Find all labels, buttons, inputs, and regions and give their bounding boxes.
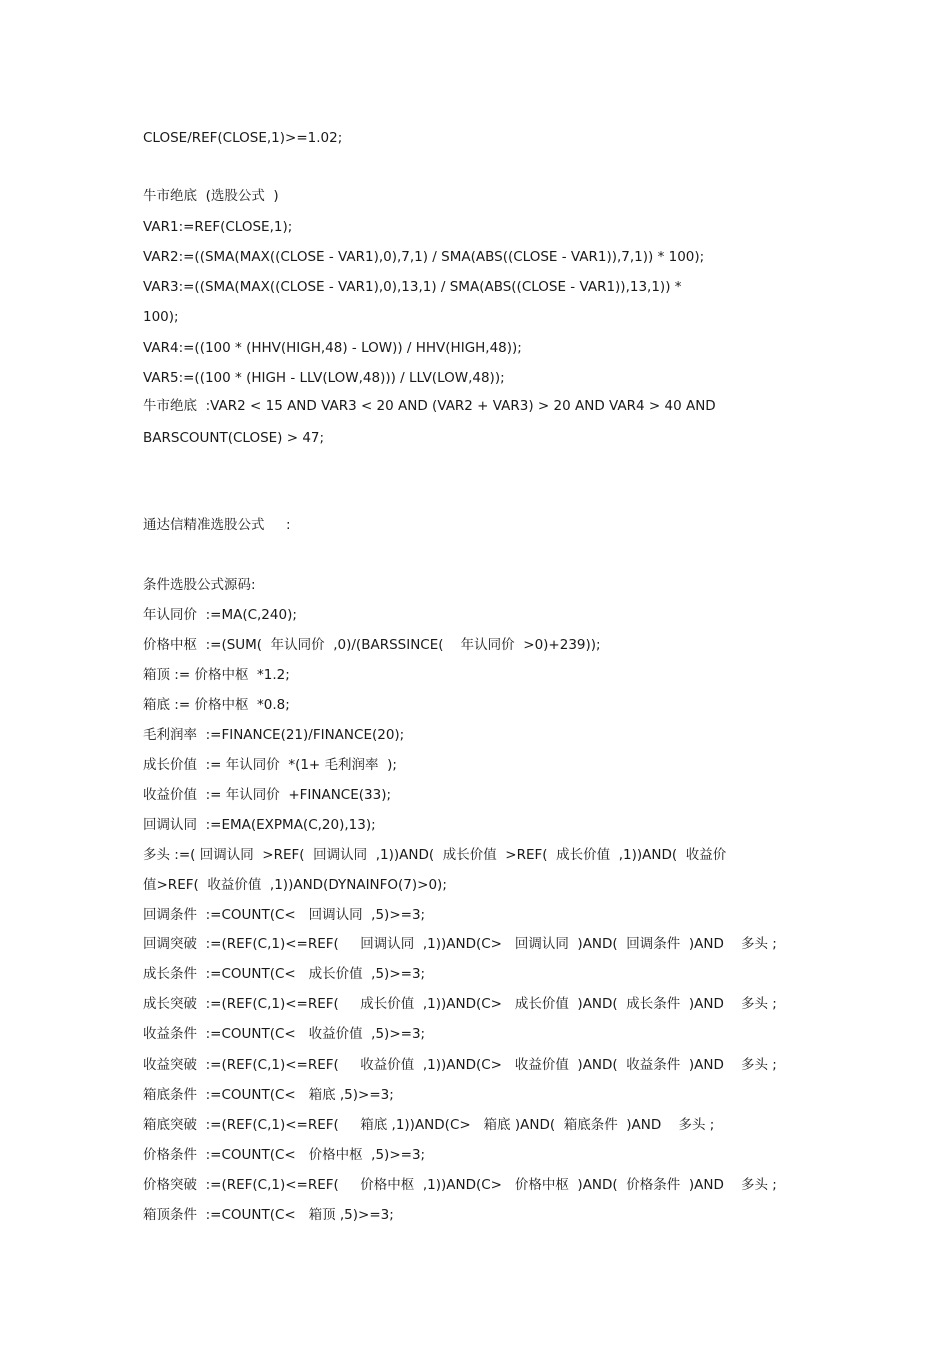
code-line: 回调条件 :=COUNT(C< 回调认同 ,5)>=3; — [143, 907, 426, 923]
code-line: 箱顶条件 :=COUNT(C< 箱顶 ,5)>=3; — [143, 1207, 394, 1223]
section-heading: 条件选股公式源码: — [143, 577, 256, 593]
code-line: 收益突破 :=(REF(C,1)<=REF( 收益价值 ,1))AND(C> 收益价值 )AND( 收益条件 )AND 多头 ; — [143, 1057, 777, 1073]
code-line: 成长价值 := 年认同价 *(1+ 毛利润率 ); — [143, 757, 397, 773]
code-line: 100); — [143, 309, 179, 325]
code-line: 箱顶 := 价格中枢 *1.2; — [143, 667, 290, 683]
code-line: 箱底条件 :=COUNT(C< 箱底 ,5)>=3; — [143, 1087, 394, 1103]
code-line: 价格突破 :=(REF(C,1)<=REF( 价格中枢 ,1))AND(C> 价格中枢 )AND( 价格条件 )AND 多头 ; — [143, 1177, 777, 1193]
code-line: 箱底突破 :=(REF(C,1)<=REF( 箱底 ,1))AND(C> 箱底 )AND( 箱底条件 )AND 多头 ; — [143, 1117, 715, 1133]
code-line: 收益条件 :=COUNT(C< 收益价值 ,5)>=3; — [143, 1026, 426, 1042]
code-line: 值>REF( 收益价值 ,1))AND(DYNAINFO(7)>0); — [143, 877, 447, 893]
code-line: VAR1:=REF(CLOSE,1); — [143, 219, 293, 235]
code-line: BARSCOUNT(CLOSE) > 47; — [143, 430, 325, 446]
code-line: VAR5:=((100 * (HIGH - LLV(LOW,48))) / LLV(LOW,48)); — [143, 370, 505, 386]
code-line: 年认同价 :=MA(C,240); — [143, 607, 297, 623]
code-line: 回调突破 :=(REF(C,1)<=REF( 回调认同 ,1))AND(C> 回调认同 )AND( 回调条件 )AND 多头 ; — [143, 936, 777, 952]
code-line: 牛市绝底 :VAR2 < 15 AND VAR3 < 20 AND (VAR2 + VAR3) > 20 AND VAR4 > 40 AND — [143, 398, 716, 414]
code-line: 多头 :=( 回调认同 >REF( 回调认同 ,1))AND( 成长价值 >REF( 成长价值 ,1))AND( 收益价 — [143, 847, 727, 863]
code-line: VAR3:=((SMA(MAX((CLOSE - VAR1),0),13,1) / SMA(ABS((CLOSE - VAR1)),13,1)) * — [143, 279, 682, 295]
code-line: 价格条件 :=COUNT(C< 价格中枢 ,5)>=3; — [143, 1147, 426, 1163]
code-line: 毛利润率 :=FINANCE(21)/FINANCE(20); — [143, 727, 405, 743]
code-line: 成长条件 :=COUNT(C< 成长价值 ,5)>=3; — [143, 966, 426, 982]
code-line: 箱底 := 价格中枢 *0.8; — [143, 697, 290, 713]
code-line: 收益价值 := 年认同价 +FINANCE(33); — [143, 787, 392, 803]
code-line: VAR2:=((SMA(MAX((CLOSE - VAR1),0),7,1) / SMA(ABS((CLOSE - VAR1)),7,1)) * 100); — [143, 249, 705, 265]
code-line: CLOSE/REF(CLOSE,1)>=1.02; — [143, 130, 343, 146]
code-line: 成长突破 :=(REF(C,1)<=REF( 成长价值 ,1))AND(C> 成长价值 )AND( 成长条件 )AND 多头 ; — [143, 996, 777, 1012]
section-heading: 牛市绝底 (选股公式 ) — [143, 188, 279, 204]
code-line: VAR4:=((100 * (HHV(HIGH,48) - LOW)) / HHV(HIGH,48)); — [143, 340, 522, 356]
section-heading: 通达信精准选股公式 : — [143, 517, 291, 533]
code-line: 价格中枢 :=(SUM( 年认同价 ,0)/(BARSSINCE( 年认同价 >0)+239)); — [143, 637, 601, 653]
code-line: 回调认同 :=EMA(EXPMA(C,20),13); — [143, 817, 376, 833]
